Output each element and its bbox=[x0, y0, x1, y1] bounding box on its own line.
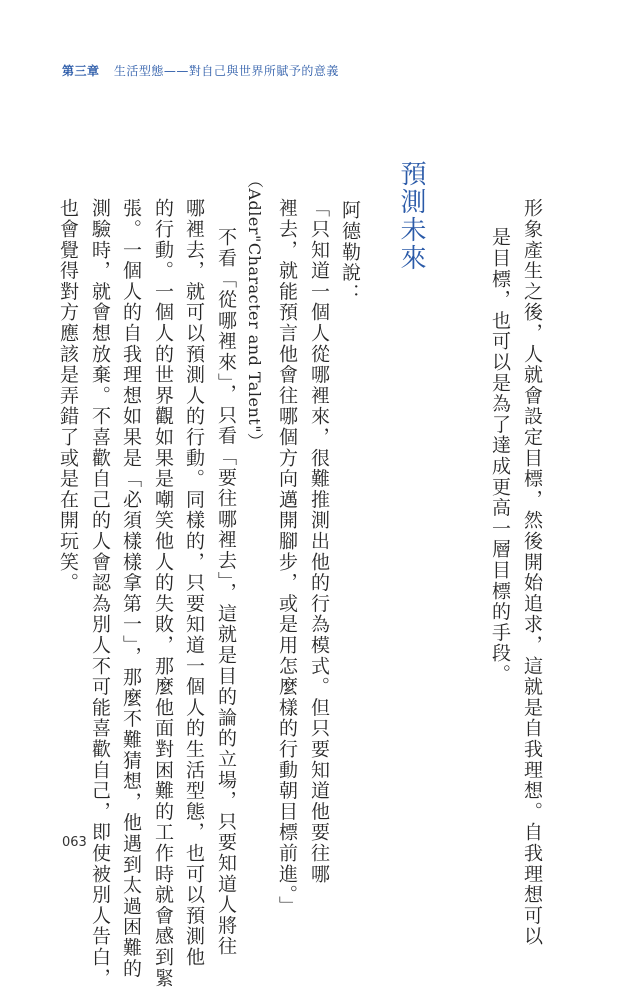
quote-intro: 阿德勒說： bbox=[339, 200, 361, 304]
chapter-title: 生活型態——對自己與世界所賦予的意義 bbox=[113, 64, 339, 78]
text-column: 的行動。一個人的世界觀如果是嘲笑他人的失敗，那麼他面對困難的工作時就會感到緊 bbox=[152, 198, 174, 988]
page-number: 063 bbox=[62, 835, 87, 850]
text-column: 不看「從哪裡來」，只看「要往哪裡去」，這就是目的論的立場，只要知道人將往 bbox=[215, 227, 237, 957]
quote-citation: （Adler"Character and Talent"） bbox=[245, 172, 264, 450]
text-column: 是目標，也可以是為了達成更高一層目標的手段。 bbox=[489, 227, 511, 685]
text-column: 也會覺得對方應該是弄錯了或是在開玩笑。 bbox=[57, 198, 79, 594]
section-heading: 預測未來 bbox=[396, 160, 426, 272]
text-column: 哪裡去，就可以預測人的行動。同樣的，只要知道一個人的生活型態，也可以預測他 bbox=[183, 198, 205, 968]
quote-text: 「只知道一個人從哪裡來，很難推測出他的行為模式。但只要知道他要往哪 bbox=[308, 198, 330, 885]
quote-text: 裡去，就能預言他會往哪個方向邁開腳步，或是用怎麼樣的行動朝目標前進。」 bbox=[276, 198, 298, 917]
running-header bbox=[62, 62, 339, 79]
text-column: 張。一個人的自我理想如果是「必須樣樣拿第一」，那麼不難猜想，他遇到太過困難的 bbox=[120, 198, 142, 979]
text-column: 形象產生之後，人就會設定目標，然後開始追求，這就是自我理想。自我理想可以 bbox=[521, 198, 543, 947]
text-column: 測驗時，就會想放棄。不喜歡自己的人會認為別人不可能喜歡自己，即使被別人告白， bbox=[89, 198, 111, 988]
chapter-label: 第三章 bbox=[62, 64, 100, 78]
